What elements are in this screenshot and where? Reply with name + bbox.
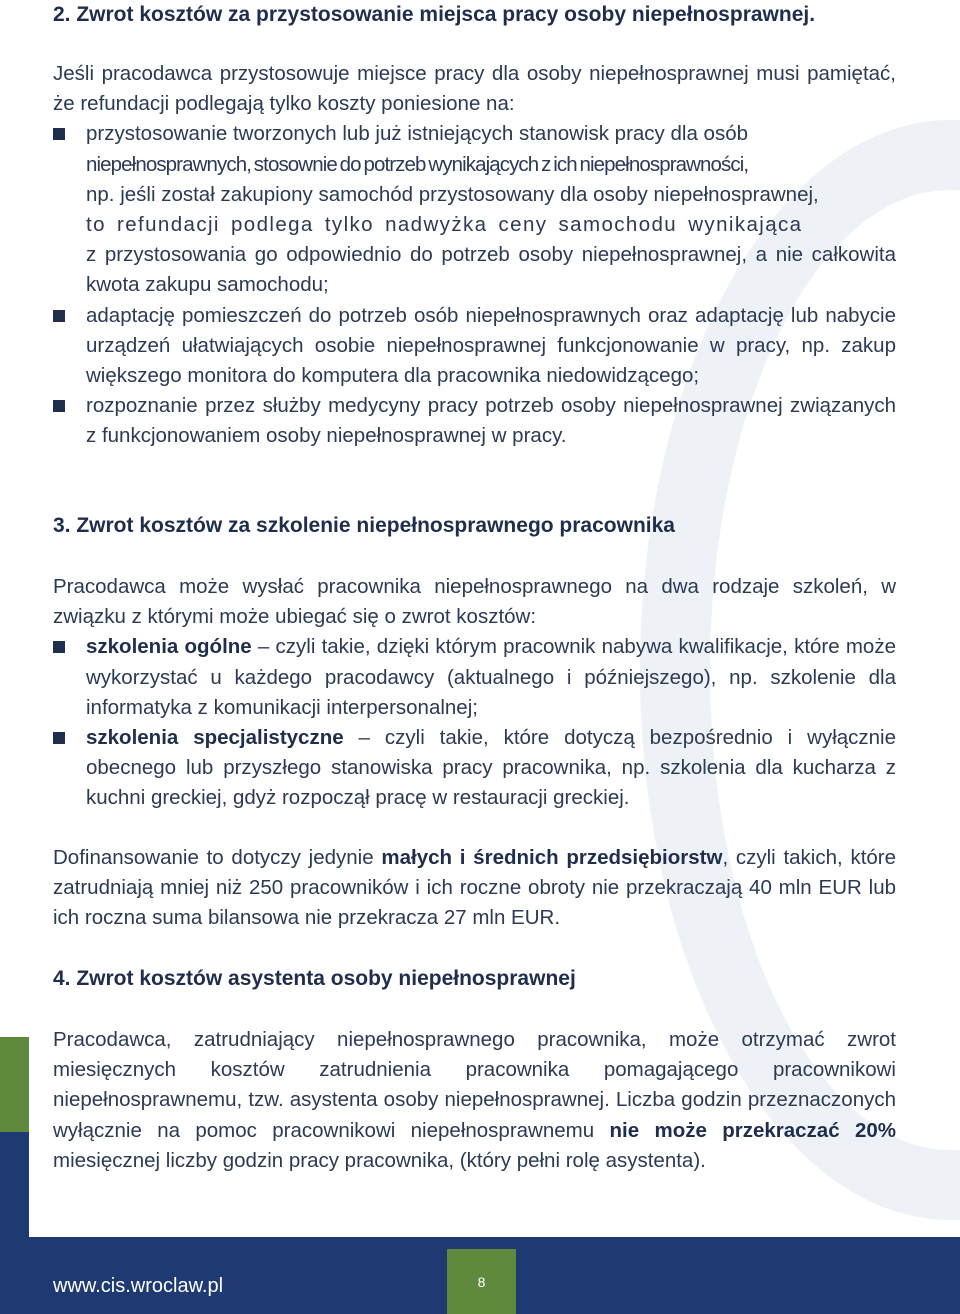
paragraph-text: Dofinansowanie to dotyczy jedynie [53,846,382,869]
list-item-term: szkolenia specjalistyczne [86,726,344,750]
list-item-text: rozpoznanie przez służby medycyny pracy potrzeb osoby niepełnosprawnej związanych z funkcjonowaniem osoby niepełnosprawnej w pracy. [86,394,896,448]
section-4-paragraph [53,1025,896,1176]
side-accent-green [0,1037,29,1132]
list-item [53,301,896,392]
section-2-heading: 2. Zwrot kosztów za przystosowanie miejsca pracy osoby niepełnosprawnej. [53,3,816,26]
section-3-body [53,572,896,814]
list-item-text: – czyli takie, które dotyczą bezpośrednio i wyłącznie obecnego lub przyszłego stanowiska pracy pracownika, np. szkolenia dla kucharza z kuchni greckiej, gdyż rozpoczął pracę w restauracji greckiej. [86,726,897,810]
list-item [53,391,896,451]
list-item-term: szkolenia ogólne [86,635,252,659]
list-item-text: z przystosowania go odpowiednio do potrzeb osoby niepełnosprawnej, a nie całkowita kwota zakupu samochodu; [86,243,896,297]
square-bullet-icon [53,128,65,140]
square-bullet-icon [53,310,65,322]
page-footer [29,1237,960,1314]
section-2-intro: Jeśli pracodawca przystosowuje miejsce pracy dla osoby niepełnosprawnej musi pamiętać, że refundacji podlegają tylko koszty poniesione na: [53,62,896,116]
list-item [53,632,896,723]
list-item-line: niepełnosprawnych, stosownie do potrzeb wynikających z ich niepełnosprawności, [86,152,749,176]
section-3-sme-paragraph [53,843,896,934]
list-item-line: np. jeśli został zakupiony samochód przystosowany dla osoby niepełnosprawnej, [86,182,819,206]
section-2-body [53,59,896,452]
square-bullet-icon [53,732,65,744]
paragraph-text: miesięcznej liczby godzin pracy pracownika, (który pełni rolę asystenta). [53,1148,706,1172]
section-4-heading: 4. Zwrot kosztów asystenta osoby niepełnosprawnej [53,967,576,990]
square-bullet-icon [53,641,65,653]
list-item-line: to refundacji podlega tylko nadwyżka ceny samochodu wynikająca [86,213,803,237]
list-item-text: – czyli takie, dzięki którym pracownik nabywa kwalifikacje, które może wykorzystać u każdego pracodawcy (aktualnego i późniejszego), np. szkolenie dla informatyka z komunikacji interpersonalnej; [86,635,896,719]
section-3-heading: 3. Zwrot kosztów za szkolenie niepełnosprawnego pracownika [53,514,675,537]
section-3-intro: Pracodawca może wysłać pracownika niepełnosprawnego na dwa rodzaje szkoleń, w związku z którymi może ubiegać się o zwrot kosztów: [53,575,896,629]
list-item-line: przystosowanie tworzonych lub już istniejących stanowisk pracy dla osób [86,122,749,146]
paragraph-emphasis: nie może przekraczać 20% [609,1118,896,1142]
section-3-list [53,632,896,813]
list-item [53,723,896,814]
paragraph-emphasis: małych i średnich przedsiębiorstw [381,846,723,869]
side-accent-navy [0,1132,29,1314]
footer-website-link[interactable]: www.cis.wroclaw.pl [53,1275,224,1297]
list-item-text: adaptację pomieszczeń do potrzeb osób niepełnosprawnych oraz adaptację lub nabycie urządzeń ułatwiających osobie niepełnosprawnej funkcjonowanie w pracy, np. zakup większego monitora do komputera dla pracownika niedowidzącego; [86,303,896,388]
paragraph-text: , czyli takich, które zatrudniają mniej niż 250 pracowników i ich roczne obroty nie przekraczają 40 mln EUR lub ich roczna suma bilansowa nie przekracza 27 mln EUR. [53,846,897,930]
list-item [53,119,896,300]
page-number: 8 [447,1249,516,1314]
paragraph-text: Pracodawca, zatrudniający niepełnosprawnego pracownika, może otrzymać zwrot miesięcznych kosztów zatrudnienia pracownika pomagającego pracownikowi niepełnosprawnemu, tzw. asystenta osoby niepełnosprawnej. Liczba godzin przeznaczonych wyłącznie na pomoc pracownikowi niepełnosprawnemu [53,1028,896,1142]
square-bullet-icon [53,400,65,412]
section-2-list [53,119,896,451]
